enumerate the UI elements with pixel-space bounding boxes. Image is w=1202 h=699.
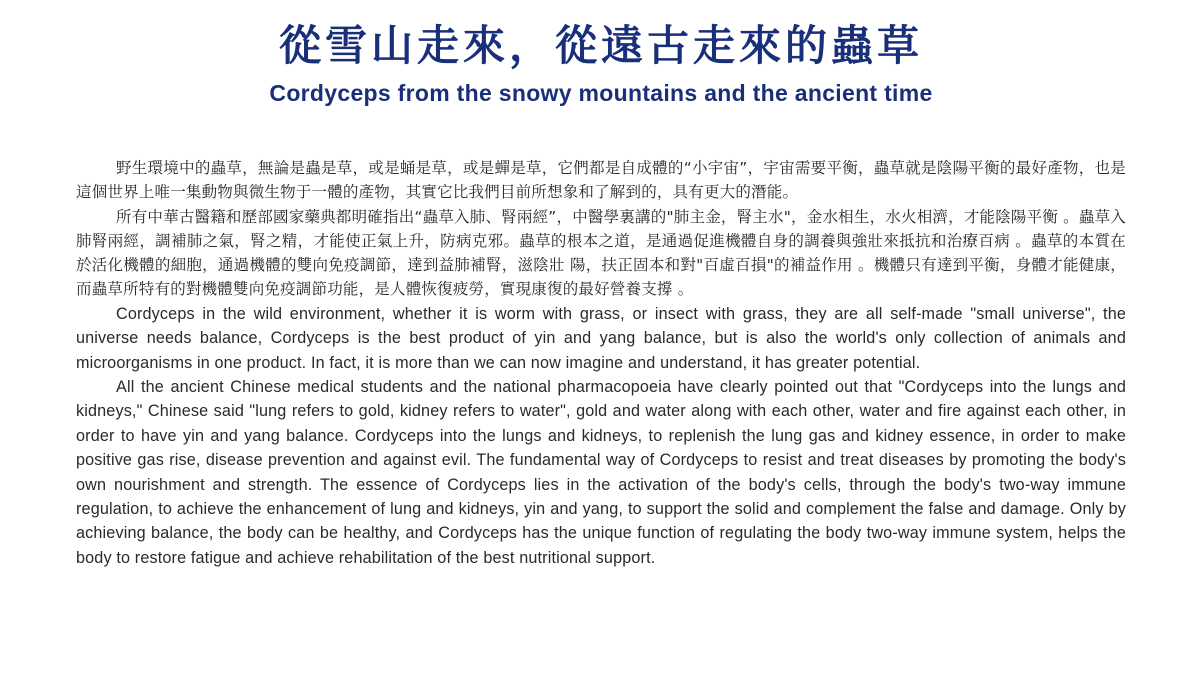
paragraph-cn-1: 野生環境中的蟲草，無論是蟲是草，或是蛹是草，或是蟬是草，它們都是自成體的“小宇宙”，宇宙需要平衡，蟲草就是陰陽平衡的最好產物，也是這個世界上唯一集動物與微生物于一體的產物，其實它比我們目前所想象和了解到的，具有更大的潛能。 [76,159,1126,202]
paragraph-en-1: Cordyceps in the wild environment, whether it is worm with grass, or insect with grass, they are all self-made "small universe", the universe needs balance, Cordyceps is the best product of yin and yang balance, but is also the world's only collection of animals and microorganisms in one product. In fact, it is more than we can now imagine and understand, it has greater potential. [76,304,1126,372]
paragraph-en-2: All the ancient Chinese medical students and the national pharmacopoeia have clearly pointed out that "Cordyceps into the lungs and kidneys," Chinese said "lung refers to gold, kidney refers to water", gold and water along with each other, water and fire against each other, in order to have yin and yang balance. Cordyceps into the lungs and kidneys, to replenish the lung gas and kidney essence, in order to make positive gas rise, disease prevention and against evil. The fundamental way of Cordyceps to resist and treat diseases by promoting the body's own nourishment and strength. The essence of Cordyceps lies in the activation of the body's cells, through the body's two-way immune regulation, to achieve the enhancement of lung and kidneys, yin and yang, to support the solid and complement the false and damage. Only by achieving balance, the body can be healthy, and Cordyceps has the unique function of regulating the body two-way immune system, helps the body to restore fatigue and achieve rehabilitation of the best nutritional support. [76,378,1126,567]
page-header [0,0,1202,108]
article-body [76,156,1126,570]
paragraph-cn-2: 所有中華古醫籍和歷部國家藥典都明確指出“蟲草入肺、腎兩經”，中醫學裏講的"肺主金，腎主水"，金水相生，水火相濟，才能陰陽平衡 。蟲草入肺腎兩經，調補肺之氣，腎之精，才能使正氣上升，防病克邪。蟲草的根本之道，是通過促進機體自身的調養與強壯來抵抗和治療百病 。蟲草的本質在於活化機體的細胞，通過機體的雙向免疫調節，達到益肺補腎，滋陰壯 陽，扶正固本和對"百虛百損"的補益作用 。機體只有達到平衡，身體才能健康，而蟲草所特有的對機體雙向免疫調節功能，是人體恢復疲勞，實現康復的最好營養支撐 。 [76,207,1126,299]
page-title-chinese: 從雪山走來，從遠古走來的蟲草 [278,21,923,70]
page-title-english: Cordyceps from the snowy mountains and the ancient time [269,80,933,106]
